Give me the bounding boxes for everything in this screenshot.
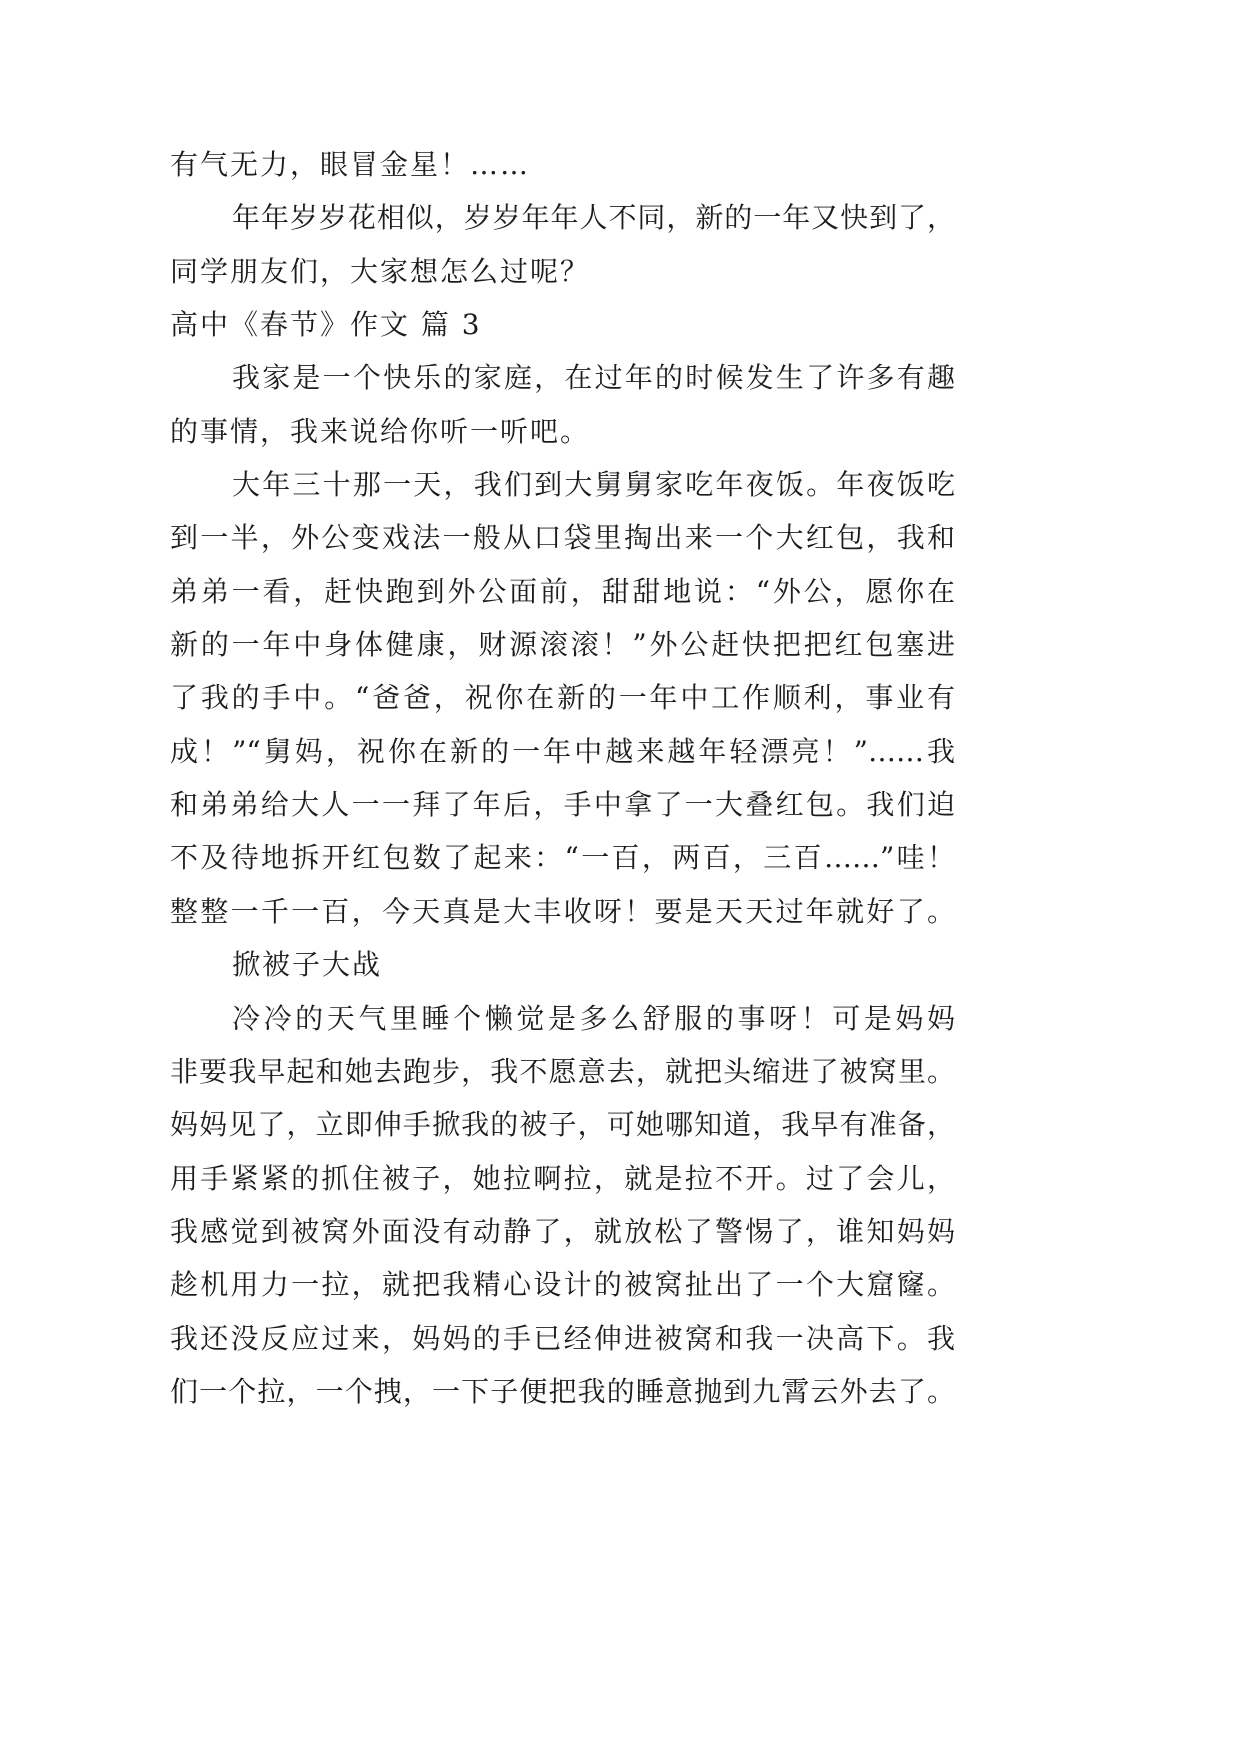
essay-heading bbox=[170, 298, 955, 351]
text-line: 到一半，外公变戏法一般从口袋里掏出来一个大红包，我和 bbox=[170, 521, 955, 555]
essay-paragraph bbox=[170, 351, 955, 458]
text-line: 整整一千一百，今天真是大丰收呀！要是天天过年就好了。 bbox=[170, 894, 955, 928]
section-subtitle bbox=[170, 938, 955, 991]
text-line: 有气无力，眼冒金星！…… bbox=[170, 148, 531, 181]
text-line: 非要我早起和她去跑步，我不愿意去，就把头缩进了被窝里。 bbox=[170, 1054, 955, 1088]
document-body bbox=[170, 138, 955, 1418]
text-line: 的事情，我来说给你听一听吧。 bbox=[170, 414, 591, 448]
text-line: 冷冷的天气里睡个懒觉是多么舒服的事呀！可是妈妈 bbox=[232, 1001, 955, 1035]
essay-title: 高中《春节》作文 篇 3 bbox=[170, 308, 482, 342]
text-line: 成！”“舅妈，祝你在新的一年中越来越年轻漂亮！”……我 bbox=[170, 734, 955, 768]
text-line: 年年岁岁花相似，岁岁年年人不同，新的一年又快到了， bbox=[232, 201, 955, 235]
text-line: 妈妈见了，立即伸手掀我的被子，可她哪知道，我早有准备， bbox=[170, 1108, 955, 1142]
text-line: 我感觉到被窝外面没有动静了，就放松了警惕了，谁知妈妈 bbox=[170, 1214, 955, 1248]
text-line: 新的一年中身体健康，财源滚滚！”外公赶快把把红包塞进 bbox=[170, 628, 955, 662]
text-line: 们一个拉，一个拽，一下子便把我的睡意抛到九霄云外去了。 bbox=[170, 1374, 955, 1408]
intro-paragraph bbox=[170, 191, 955, 298]
text-line: 弟弟一看，赶快跑到外公面前，甜甜地说：“外公，愿你在 bbox=[170, 574, 955, 608]
continued-paragraph bbox=[170, 138, 955, 191]
text-line: 大年三十那一天，我们到大舅舅家吃年夜饭。年夜饭吃 bbox=[232, 468, 955, 502]
subtitle-text: 掀被子大战 bbox=[232, 948, 383, 982]
text-line: 用手紧紧的抓住被子，她拉啊拉，就是拉不开。过了会儿， bbox=[170, 1161, 955, 1195]
text-line: 不及待地拆开红包数了起来：“一百，两百，三百……”哇！ bbox=[170, 841, 955, 875]
essay-paragraph bbox=[170, 458, 955, 938]
text-line: 趁机用力一拉，就把我精心设计的被窝扯出了一个大窟窿。 bbox=[170, 1268, 955, 1302]
text-line: 我家是一个快乐的家庭，在过年的时候发生了许多有趣 bbox=[232, 361, 955, 395]
text-line: 我还没反应过来，妈妈的手已经伸进被窝和我一决高下。我 bbox=[170, 1321, 955, 1355]
text-line: 了我的手中。“爸爸，祝你在新的一年中工作顺利，事业有 bbox=[170, 681, 955, 715]
text-line: 同学朋友们，大家想怎么过呢？ bbox=[170, 254, 591, 288]
text-line: 和弟弟给大人一一拜了年后，手中拿了一大叠红包。我们迫 bbox=[170, 788, 955, 822]
essay-paragraph bbox=[170, 992, 955, 1419]
